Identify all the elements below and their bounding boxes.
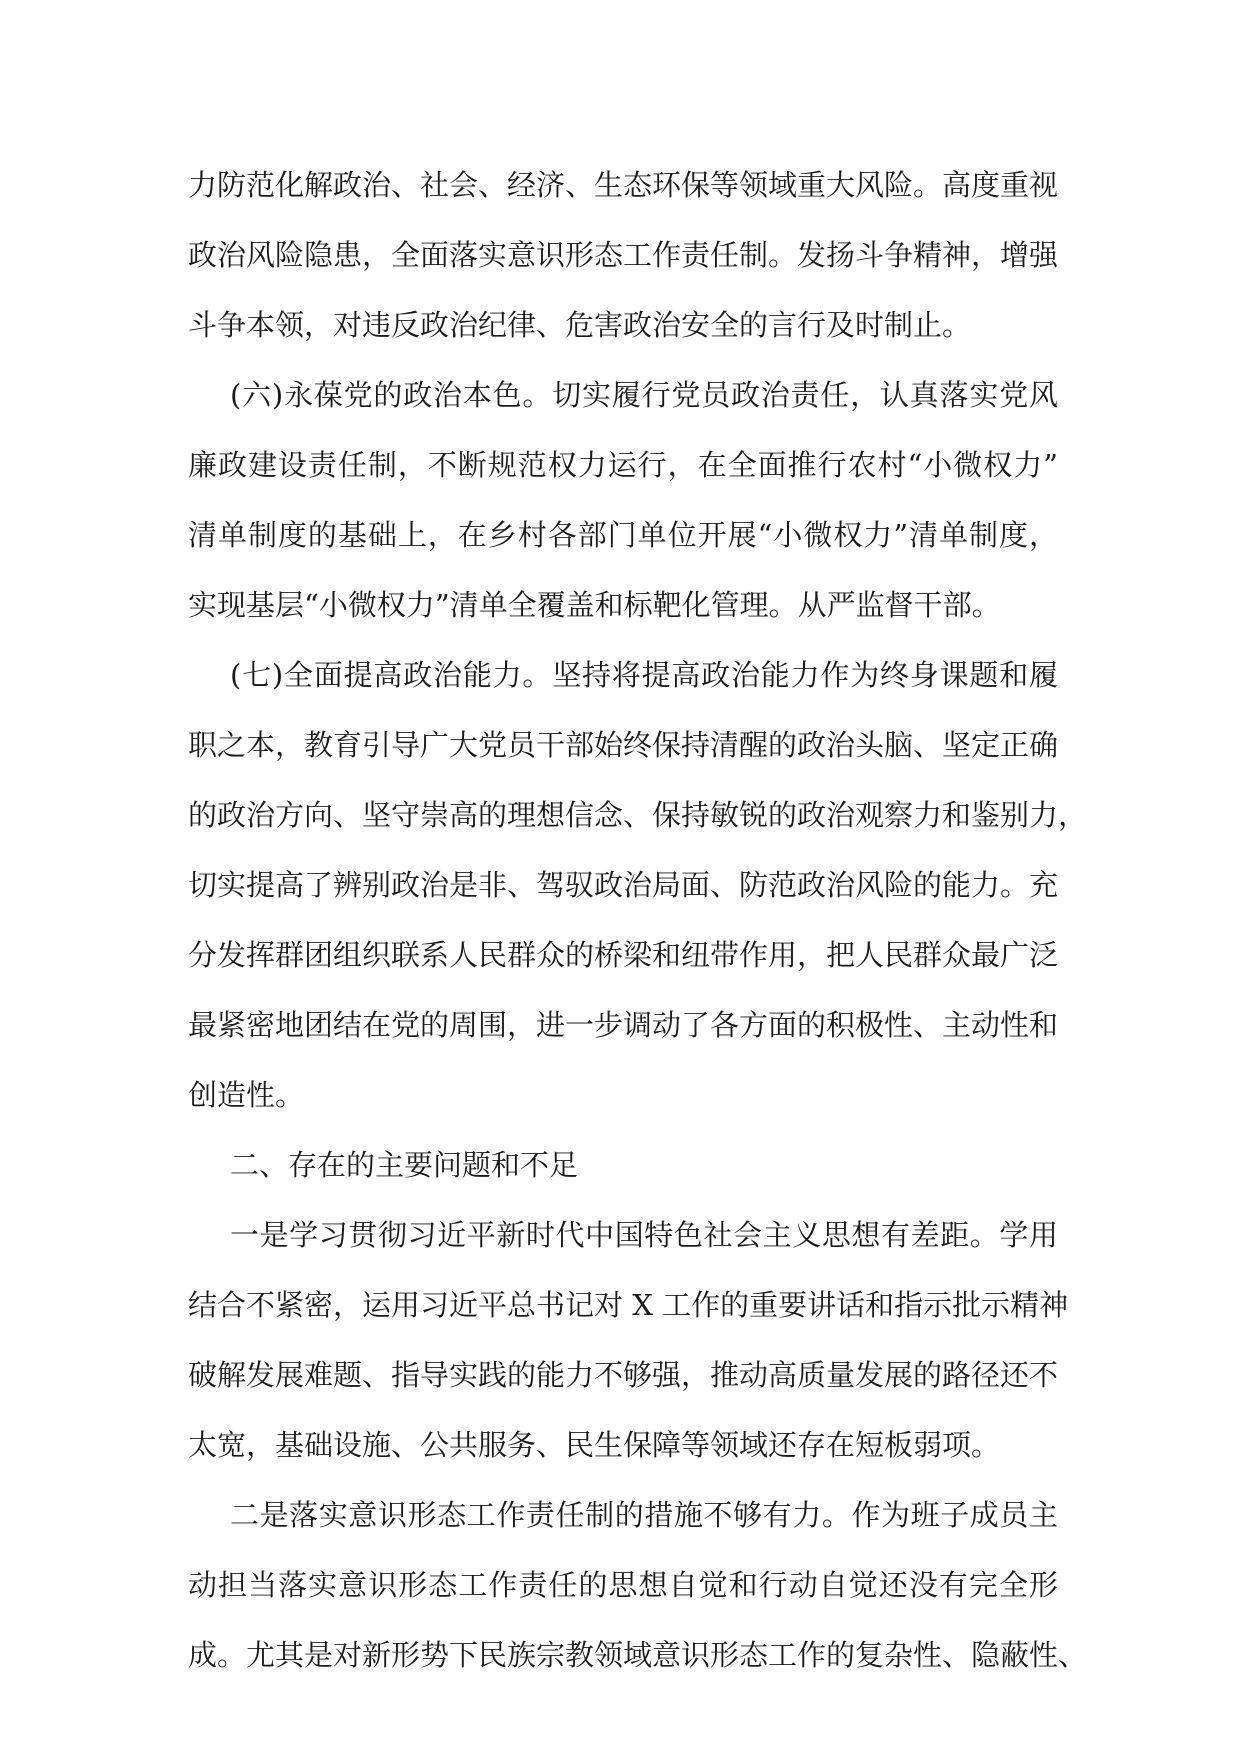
text-line: 最紧密地团结在党的周围，进一步调动了各方面的积极性、主动性和	[188, 1008, 1059, 1042]
text-line: 一是学习贯彻习近平新时代中国特色社会主义思想有差距。学用	[230, 1218, 1058, 1252]
text-line: 的政治方向、坚守崇高的理想信念、保持敏锐的政治观察力和鉴别力，	[188, 798, 1088, 832]
text-line: 分发挥群团组织联系人民群众的桥梁和纽带作用，把人民群众最广泛	[188, 938, 1059, 972]
text-line: 二是落实意识形态工作责任制的措施不够有力。作为班子成员主	[230, 1498, 1058, 1532]
text-line: 职之本，教育引导广大党员干部始终保持清醒的政治头脑、坚定正确	[188, 728, 1059, 762]
text-line: 成。尤其是对新形势下民族宗教领域意识形态工作的复杂性、隐蔽性、	[188, 1638, 1088, 1672]
text-line: 力防范化解政治、社会、经济、生态环保等领域重大风险。高度重视	[188, 168, 1059, 202]
text-line: 太宽，基础设施、公共服务、民生保障等领域还存在短板弱项。	[188, 1428, 1001, 1462]
text-line: 切实提高了辨别政治是非、驾驭政治局面、防范政治风险的能力。充	[188, 868, 1059, 902]
text-line: 创造性。	[188, 1078, 305, 1112]
text-line: 清单制度的基础上，在乡村各部门单位开展“小微权力”清单制度，	[188, 518, 1058, 552]
text-line: (六)永葆党的政治本色。切实履行党员政治责任，认真落实党风	[230, 378, 1058, 412]
text-line: 廉政建设责任制，不断规范权力运行，在全面推行农村“小微权力”	[188, 448, 1058, 482]
text-line: 二、存在的主要问题和不足	[230, 1148, 579, 1182]
text-line: 斗争本领，对违反政治纪律、危害政治安全的言行及时制止。	[188, 308, 972, 342]
document-body	[188, 150, 1088, 1690]
text-line: 政治风险隐患，全面落实意识形态工作责任制。发扬斗争精神，增强	[188, 238, 1059, 272]
text-line: 结合不紧密，运用习近平总书记对 X 工作的重要讲话和指示批示精神	[188, 1288, 1069, 1322]
text-line: 破解发展难题、指导实践的能力不够强，推动高质量发展的路径还不	[188, 1358, 1059, 1392]
text-line: (七)全面提高政治能力。坚持将提高政治能力作为终身课题和履	[230, 658, 1058, 692]
text-line: 实现基层“小微权力”清单全覆盖和标靶化管理。从严监督干部。	[188, 588, 1001, 622]
text-line: 动担当落实意识形态工作责任的思想自觉和行动自觉还没有完全形	[188, 1568, 1058, 1602]
